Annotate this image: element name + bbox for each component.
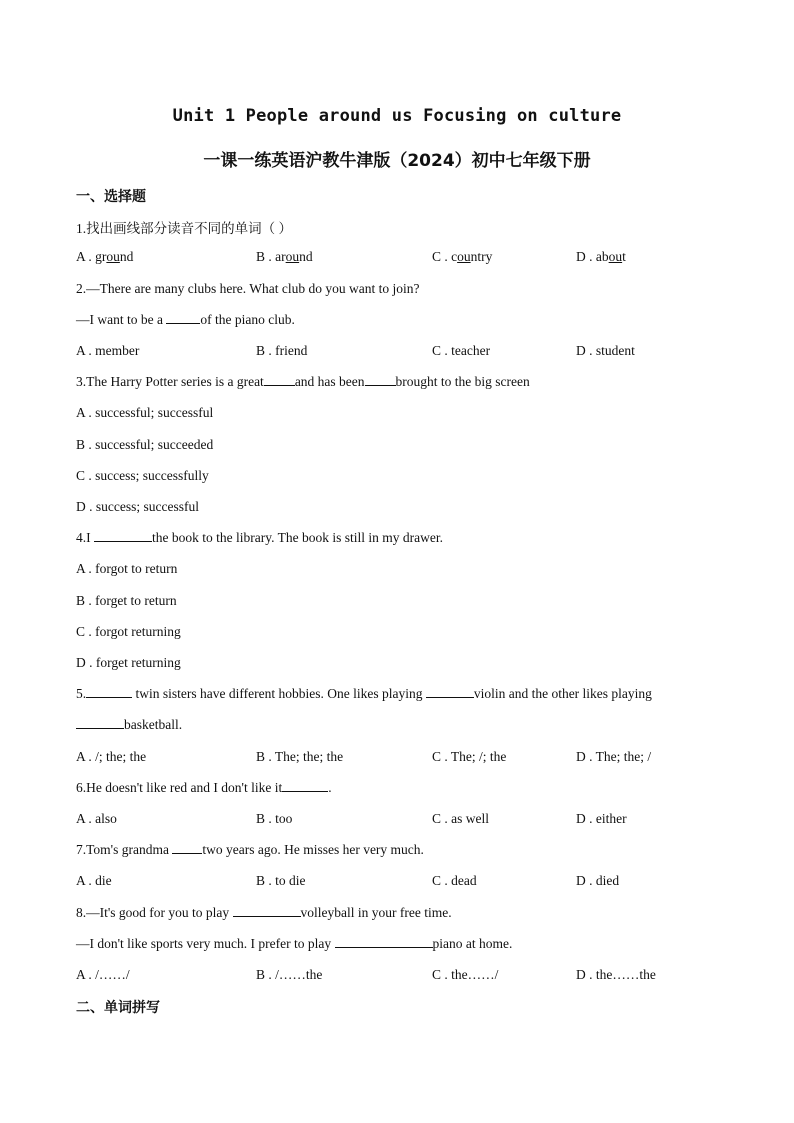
answer-blank [335, 936, 433, 948]
question-5-option-a: A . /; the; the [76, 749, 147, 764]
question-3-option-a: A . successful; successful [76, 405, 214, 420]
question-8-option-b: B . /……the [256, 967, 323, 982]
answer-blank [172, 842, 202, 854]
question-7-option-c: C . dead [432, 873, 477, 888]
question-7-option-a: A . die [76, 873, 112, 888]
answer-blank [94, 530, 152, 542]
section-heading-choice: 一、选择题 [76, 189, 146, 205]
question-3-option-b: B . successful; succeeded [76, 437, 214, 452]
question-2-option-c: C . teacher [432, 343, 491, 358]
question-6-option-c: C . as well [432, 811, 489, 826]
underlined-letters: ou [457, 249, 471, 264]
question-1-option-d: D . about [576, 249, 626, 264]
answer-blank [86, 686, 132, 698]
document-title: Unit 1 People around us Focusing on culture [172, 106, 622, 126]
question-2-stem: 2.—There are many clubs here. What club do you want to join? [76, 281, 420, 296]
question-1-option-c: C . country [432, 249, 493, 264]
question-5-option-c: C . The; /; the [432, 749, 507, 764]
answer-blank [166, 312, 200, 324]
question-1-stem: 1.找出画线部分读音不同的单词（ ） [76, 221, 292, 236]
answer-blank [264, 374, 295, 386]
question-6-option-a: A . also [76, 811, 117, 826]
question-6-option-d: D . either [576, 811, 627, 826]
question-4-option-a: A . forgot to return [76, 561, 178, 576]
underlined-letters: ou [608, 249, 623, 264]
question-5-option-d: D . The; the; / [576, 749, 652, 764]
answer-blank [365, 374, 396, 386]
question-5-line-2: basketball. [76, 717, 182, 733]
question-7-option-b: B . to die [256, 873, 306, 888]
answer-blank [282, 780, 328, 792]
answer-blank [426, 686, 474, 698]
question-6-stem: 6.He doesn't like red and I don't like it . [76, 780, 332, 795]
question-4-option-c: C . forgot returning [76, 624, 181, 639]
question-2-option-a: A . member [76, 343, 140, 358]
question-1-option-a: A . ground [76, 249, 134, 264]
answer-blank [76, 717, 124, 729]
question-8-option-a: A . /……/ [76, 967, 130, 982]
question-1-option-b: B . around [256, 249, 313, 264]
question-8-option-d: D . the……the [576, 967, 656, 982]
question-2-option-d: D . student [576, 343, 635, 358]
question-3-option-c: C . success; successfully [76, 468, 209, 483]
question-2-option-b: B . friend [256, 343, 308, 358]
question-4-stem: 4.I the book to the library. The book is still in my drawer. [76, 530, 443, 545]
question-3-option-d: D . success; successful [76, 499, 199, 514]
question-8-line-2: —I don't like sports very much. I prefer to play piano at home. [76, 936, 513, 951]
question-4-option-b: B . forget to return [76, 593, 177, 608]
section-heading-spelling: 二、单词拼写 [76, 1000, 160, 1016]
answer-blank [233, 905, 301, 917]
question-8-stem: 8.—It's good for you to play volleyball in your free time. [76, 905, 452, 920]
question-2-line-2: —I want to be a of the piano club. [76, 312, 295, 327]
question-5-option-b: B . The; the; the [256, 749, 344, 764]
question-3-stem: 3.The Harry Potter series is a great and has been brought to the big screen [76, 374, 530, 389]
question-4-option-d: D . forget returning [76, 655, 181, 670]
question-7-option-d: D . died [576, 873, 620, 888]
question-6-option-b: B . too [256, 811, 293, 826]
question-7-stem: 7.Tom's grandma two years ago. He misses her very much. [76, 842, 424, 857]
underlined-letters: ou [285, 249, 300, 264]
underlined-letters: ou [106, 249, 120, 264]
question-8-option-c: C . the……/ [432, 967, 499, 982]
question-5-stem: 5. twin sisters have different hobbies. One likes playing violin and the other likes playing [76, 686, 652, 701]
document-subtitle: 一课一练英语沪教牛津版（2024）初中七年级下册 [203, 151, 591, 171]
